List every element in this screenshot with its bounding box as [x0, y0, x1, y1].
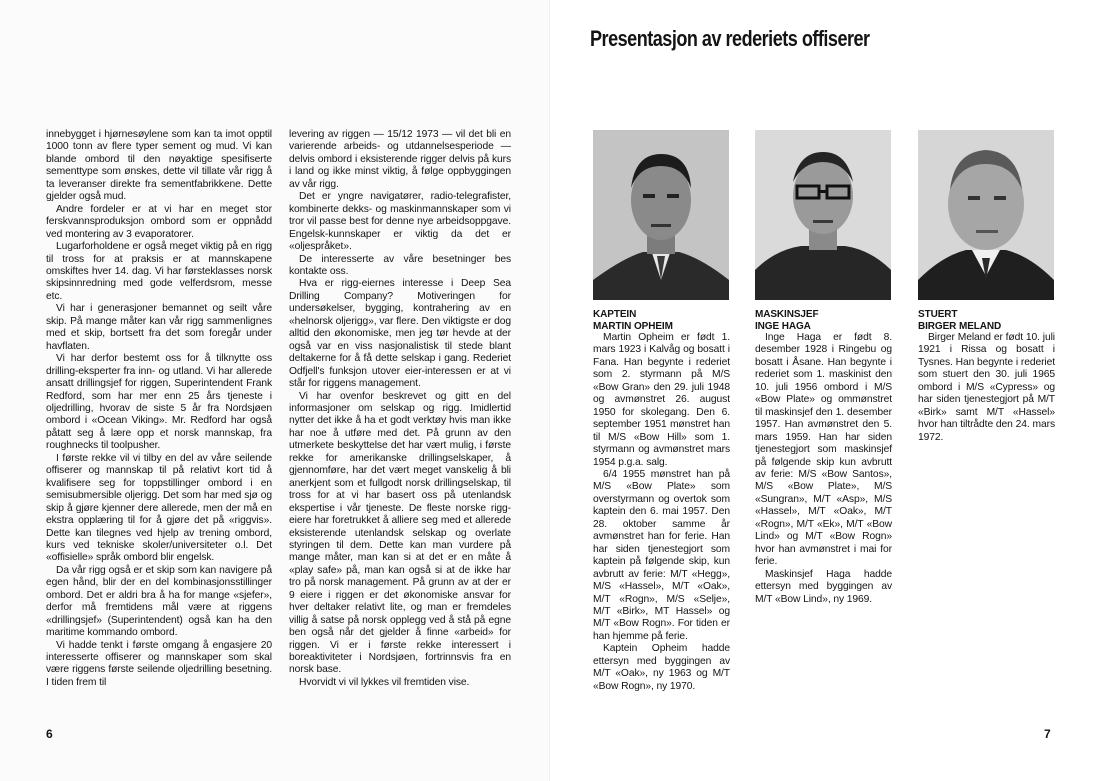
paragraph: Inge Haga er født 8. desember 1928 i Ringebu og bosatt i Åsane. Han begynte i rederiet som 1. maskinist den 10. juli 1956 ombord i M/S «Bow Plate» og ommønstret til maskinsjef den 1. desember 1957. Han avmønstret den 5. mars 1959. Han har siden tjenestegjort som maskinsjef på følgende skip kun avbrutt av ferie: M/S «Bow Santos», M/S «Bow Plate», M/S «Sungran», M/T «Asp», M/S «Hassel», M/T «Oak», M/T «Rogn», M/T «Ek», M/T «Bow Lind» og M/T «Bow Rogn» hvor han avmønstret i mai for ferie.: [755, 332, 892, 568]
paragraph: Andre fordeler er at vi har en meget stor ferskvannsproduksjon ombord som er oppnådd ved montering av 3 evaporatorer.: [46, 203, 272, 240]
portrait-photo-opheim: [593, 130, 729, 300]
paragraph: Vi har i generasjoner bemannet og seilt våre skip. På mange måter kan vår rigg sammenlignes med et skip, bortsett fra det som foregår under havflaten.: [46, 303, 272, 352]
article-column-1: [46, 129, 272, 689]
officer-name: BIRGER MELAND: [918, 320, 1002, 332]
officer-bio-meland: [918, 309, 1055, 444]
paragraph: De interesserte av våre besetninger bes kontakte oss.: [289, 253, 511, 277]
officer-bio-opheim: [593, 309, 730, 693]
officer-title: MASKINSJEF: [755, 309, 819, 320]
paragraph: Da vår rigg også er et skip som kan navigere på egen hånd, blir der en del kombinasjonsstillinger ombord. Det er aldri bra å ha for mange «sjefer», derfor må fremtidens mål være at riggens «drillingsjef» (Superintendent) også kan ha den maritime kommando ombord.: [46, 564, 272, 639]
paragraph: innebygget i hjørnesøylene som kan ta imot opptil 1000 tonn av flere typer sement og mud. Vi kan blande ombord til den nøyaktige spesifiserte sementtype som ønskes, dette vil tillate vår rigg å ta leveranser direkte fra sementfabrikkene. Dette gjelder også mud.: [46, 129, 272, 203]
officer-name: INGE HAGA: [755, 320, 811, 332]
portrait-photo-meland: [918, 130, 1054, 300]
paragraph: Lugarforholdene er også meget viktig på en rigg til tross for at praksis er at mannskapene omskiftes hver 14. dag. Vi har førsteklasses norsk skipsinnredning med gode velferdsrom, messe etc.: [46, 241, 272, 302]
paragraph: Maskinsjef Haga hadde ettersyn med byggingen av M/T «Bow Lind», ny 1969.: [755, 568, 892, 605]
officer-bio-haga: [755, 309, 892, 606]
officer-title: KAPTEIN: [593, 309, 637, 320]
paragraph: Birger Meland er født 10. juli 1921 i Rissa og bosatt i Tysnes. Han begynte i rederiet som stuert den 30. juli 1965 ombord i M/S «Cypress» og har siden tjenestegjort på M/T «Birk» samt M/T «Hassel» hvor han tiltrådte den 24. mars 1972.: [918, 332, 1055, 443]
page-number-right: 7: [1044, 727, 1051, 741]
page-heading: Presentasjon av rederiets offiserer: [590, 26, 870, 51]
paragraph: Hva er rigg-eiernes interesse i Deep Sea Drilling Company? Motiveringen for undersøkelser, bygging, kontrahering av en «helnorsk oljerigg», var flere. Den viktigste er dog alltid den økonomiske, men jeg tør hevde at der også var en viss nasjonalistisk til stede blant deltakerne for å få dette selskap i gang. Rederiet Odfjell's funksjon utover eier-interessen er at vi står for riggens management.: [289, 278, 511, 390]
officer-name: MARTIN OPHEIM: [593, 320, 673, 332]
paragraph: Det er yngre navigatører, radio-telegrafister, kombinerte dekks- og maskinmannskaper som vi tror vil passe best for denne nye arbeidsoppgave. Engelsk-kunnskaper er viktig da det er «oljespråket».: [289, 191, 511, 253]
officer-title: STUERT: [918, 309, 958, 320]
paragraph: levering av riggen — 15/12 1973 — vil det bli en varierende arbeids- og utdannelsesperiode — delvis ombord i eksisterende rigger delvis på kurs i land og ikke minst viktig, å følge oppbyggingen av vår rigg.: [289, 129, 511, 190]
paragraph: Vi har derfor bestemt oss for å tilknytte oss drilling-eksperter fra inn- og utland. Vi har allerede ansatt drillingsjef for riggen, Superintendent Frank Redford, som har mer enn 25 års tjeneste i oljedrilling, hvorav de siste 5 år fra Nordsjøen ombord i «Ocean Viking». Mr. Redford har også påtatt seg å lære opp et norsk mannskap, fra roughnecks til toolpusher.: [46, 353, 272, 452]
paragraph: Vi har ovenfor beskrevet og gitt en del informasjoner om selskap og rigg. Imidlertid nytter det ikke å ha et godt verktøy hvis man ikke har noe å utføre med det. På grunn av den utmerkete beskyttelse det har vært mulig, i første rekke for amerikanske drillingselskaper, å gjennomføre, har det vært meget vanskelig å bli anerkjent som et fullgodt norsk drillingselskap, til tross for at vi har basert oss på utenlandsk ekspertise i vår tjeneste. De fleste norske rigg-eiere har foretrukket å alliere seg med et allerede eksisterende utenlandsk selskap og overlate styringen til dem. Dette kan man vurdere på mange måter, man kan si at det er en måte å «play safe» på, man kan også si at de ikke har tro på norsk management. På grunn av at der er 9 eiere i riggen er det økonomiske ansvar for hver deltaker relativt lite, og man er fremdeles villig å satse på norsk opplegg ved å stå på egne ben også når det gjelder å finne «arbeid» for riggen. Vi er i første rekke interessert i boreaktiviteter i Nordsjøen, fortrinnsvis fra en norsk base.: [289, 390, 511, 676]
portrait-photo-haga: [755, 130, 891, 300]
article-column-2: [289, 129, 511, 689]
paragraph: Martin Opheim er født 1. mars 1923 i Kalvåg og bosatt i Fana. Han begynte i rederiet som 2. styrmann på M/S «Bow Gran» den 29. juli 1948 og avmønstret 26. august 1950 for skolegang. Den 6. september 1951 mønstret han til M/S «Bow Hill» som 1. styrmann og avmønstret mars 1954 p.g.a. salg.: [593, 332, 730, 468]
paragraph: Vi hadde tenkt i første omgang å engasjere 20 interesserte offiserer og mannskaper som skal være riggens første seilende oljedrilling besetning. I tiden frem til: [46, 639, 272, 688]
paragraph: 6/4 1955 mønstret han på M/S «Bow Plate» som overstyrmann og overtok som kaptein den 6. mai 1957. Den 28. oktober samme år avmønstret han for ferie. Han har siden tjenestegjort som kaptein på følgende skip, kun avbrutt av ferie: M/T «Hegg», M/S «Hassel», M/T «Oak», M/T «Rogn», M/S «Selje», M/T «Birk», MT Hassel» og M/T «Bow Rogn». For tiden er han hjemme på ferie.: [593, 468, 730, 642]
page-number-left: 6: [46, 727, 53, 741]
paragraph: Kaptein Opheim hadde ettersyn med byggingen av M/T «Oak», ny 1963 og M/T «Bow Rogn», ny 1970.: [593, 643, 730, 692]
paragraph: Hvorvidt vi vil lykkes vil fremtiden vise.: [299, 676, 470, 688]
paragraph: I første rekke vil vi tilby en del av våre seilende offiserer og mannskap til på relativt kort tid å kvalifisere seg for toppstillinger ombord i en semisubmersible oljerigg. Det som har med sjø og skip å gjøre kjenner dere allerede, men der må en ekstra opplæring til for å gjøre det på «riggvis». Dette kan tilegnes ved hjelp av trening ombord, kurs ved tekniske skoler/universiteter o.l. Det «offisielle» språk ombord blir engelsk.: [46, 452, 272, 564]
